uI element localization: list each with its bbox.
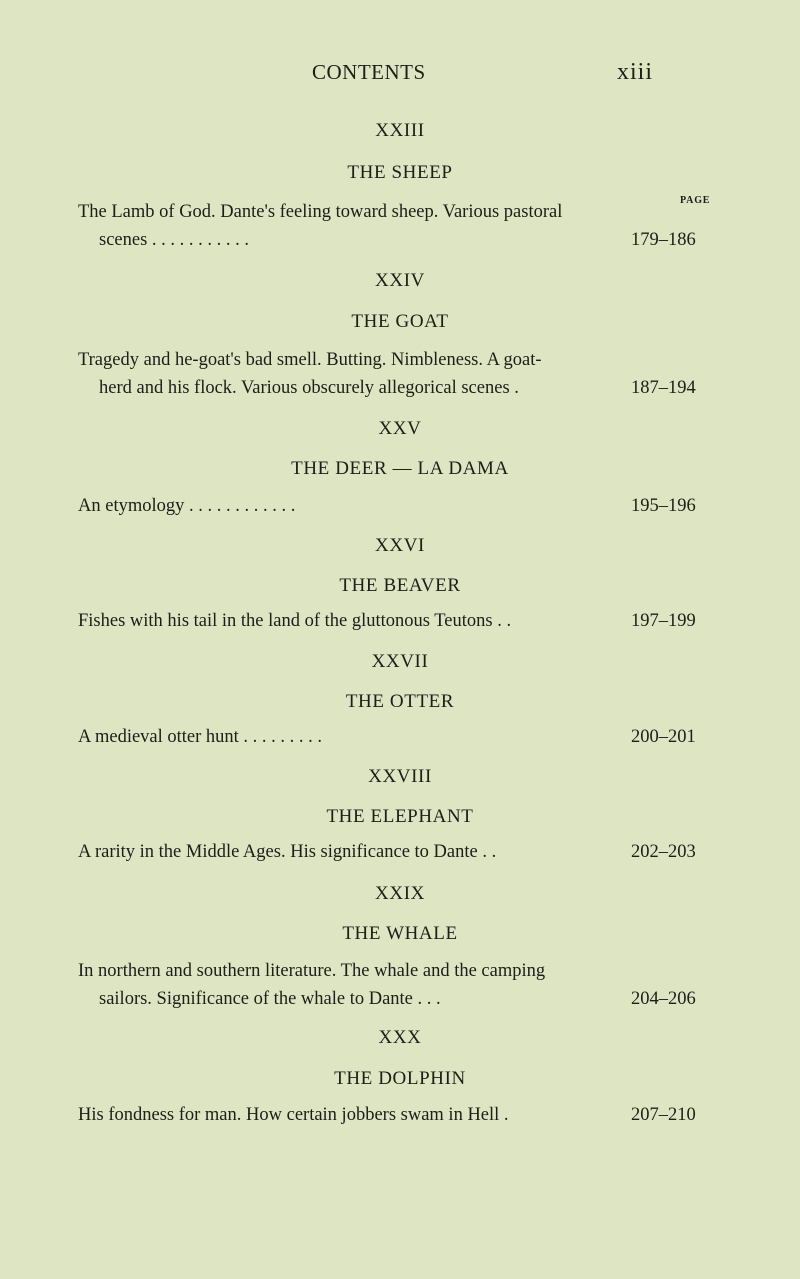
entry-description-line: An etymology . . . . . . . . . . . .	[78, 496, 296, 516]
entry-description-line: Tragedy and he-goat's bad smell. Butting. Nimbleness. A goat-	[78, 350, 542, 370]
entry-description-line: A medieval otter hunt . . . . . . . . .	[78, 727, 323, 747]
chapter-heading: THE SHEEP	[347, 162, 453, 183]
entry-page-range: 204–206	[631, 989, 696, 1009]
entry-description-line: herd and his flock. Various obscurely allegorical scenes .	[99, 378, 519, 398]
entry-page-range: 197–199	[631, 611, 696, 631]
running-head	[0, 60, 800, 90]
running-head-page-number: xiii	[617, 59, 654, 85]
chapter-heading: THE BEAVER	[339, 575, 461, 596]
chapter-numeral: XXVI	[375, 535, 425, 556]
page-column-label: PAGE	[680, 195, 711, 206]
chapter-numeral: XXX	[378, 1027, 422, 1048]
chapter-numeral: XXIV	[375, 270, 425, 291]
entry-description-line: His fondness for man. How certain jobbers swam in Hell .	[78, 1105, 509, 1125]
entry-page-range: 207–210	[631, 1105, 696, 1125]
chapter-heading: THE GOAT	[351, 311, 449, 332]
entry-description-line: The Lamb of God. Dante's feeling toward sheep. Various pastoral	[78, 202, 563, 222]
entry-description-line: scenes . . . . . . . . . . .	[99, 230, 250, 250]
chapter-heading: THE DEER — LA DAMA	[291, 458, 509, 479]
running-head-title: CONTENTS	[312, 60, 426, 84]
chapter-numeral: XXV	[378, 418, 422, 439]
entry-page-range: 200–201	[631, 727, 696, 747]
chapter-heading: THE ELEPHANT	[326, 806, 474, 827]
entry-page-range: 195–196	[631, 496, 696, 516]
chapter-numeral: XXVII	[371, 651, 429, 672]
chapter-heading: THE OTTER	[345, 691, 455, 712]
entry-description-line: A rarity in the Middle Ages. His significance to Dante . .	[78, 842, 497, 862]
entry-description-line: In northern and southern literature. The whale and the camping	[78, 961, 546, 981]
chapter-heading: THE WHALE	[342, 923, 458, 944]
chapter-numeral: XXVIII	[368, 766, 432, 787]
chapter-numeral: XXIX	[375, 883, 425, 904]
entry-description-line: Fishes with his tail in the land of the gluttonous Teutons . .	[78, 611, 512, 631]
entry-page-range: 187–194	[631, 378, 696, 398]
entry-page-range: 179–186	[631, 230, 696, 250]
chapter-heading: THE DOLPHIN	[334, 1068, 466, 1089]
chapter-numeral: XXIII	[375, 120, 425, 141]
entry-page-range: 202–203	[631, 842, 696, 862]
entry-description-line: sailors. Significance of the whale to Dante . . .	[99, 989, 441, 1009]
